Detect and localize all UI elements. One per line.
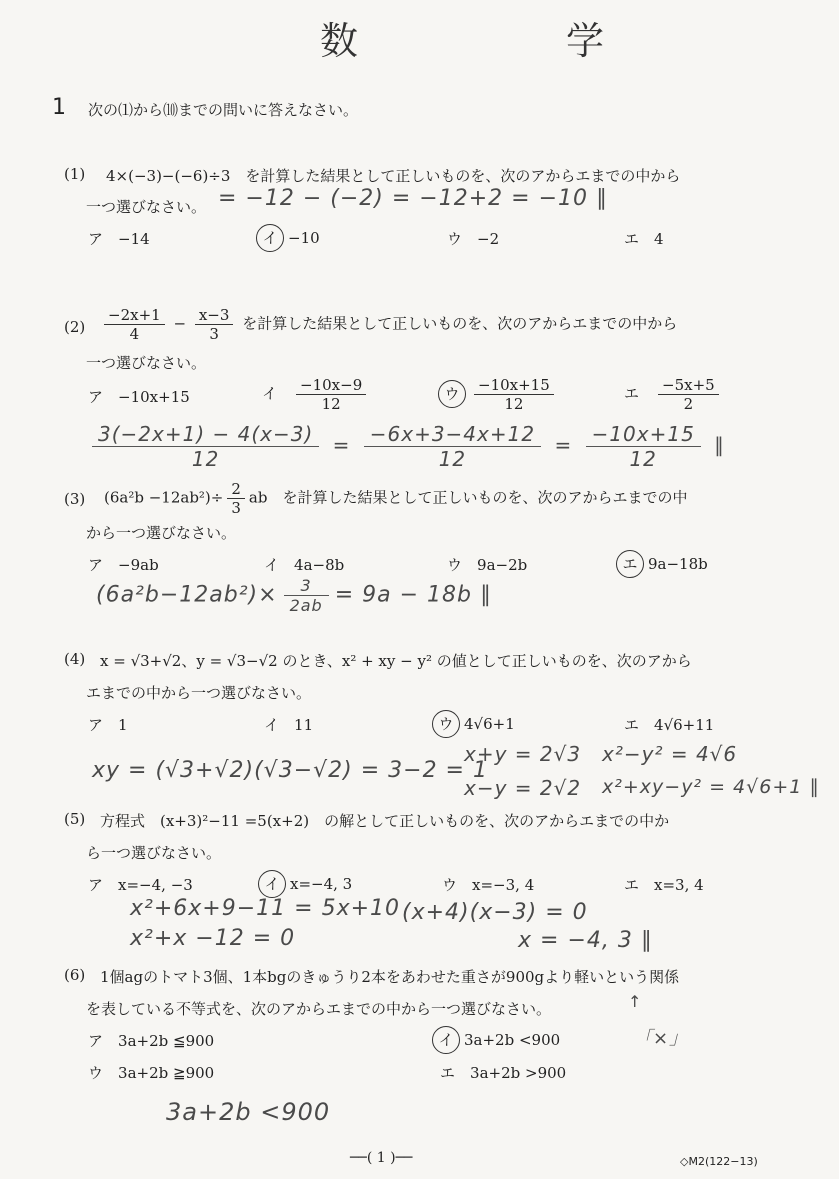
q1-option-a-text: −14 bbox=[118, 230, 150, 248]
q2-option-b-mark: イ bbox=[262, 384, 278, 403]
page-title: 数 学 bbox=[320, 19, 690, 63]
q3-option-d: エ 9a−18b bbox=[616, 550, 708, 578]
q6-handwritten-answer: 3a+2b <900 bbox=[166, 1098, 331, 1126]
q1-option-b bbox=[256, 224, 320, 252]
q2-option-d-fraction: $\frac{-5x+5}{2}$ bbox=[658, 376, 719, 413]
q1-option-d-text: 4 bbox=[654, 230, 664, 248]
q3-option-c: ウ 9a−2b bbox=[447, 556, 528, 574]
q4-handwritten-5: x²+xy−y² = 4√6+1 ∥ bbox=[602, 776, 820, 798]
q2-fraction-2: $\frac{x-3}{3}$ bbox=[195, 306, 234, 343]
q4-line1: x = √3+√2、y = √3−√2 のとき、x² + xy − y² の値として正しいものを、次のアから bbox=[100, 652, 692, 670]
q3-option-b: イ 4a−8b bbox=[264, 556, 345, 574]
q2-option-b bbox=[262, 376, 370, 413]
q6-option-a: ア 3a+2b ≦900 bbox=[88, 1032, 215, 1050]
q4-handwritten-4: x²−y² = 4√6 bbox=[602, 742, 738, 766]
q2-option-d bbox=[624, 376, 723, 413]
q4-label: (4) bbox=[64, 650, 86, 668]
q2-expression bbox=[100, 306, 677, 343]
q4-line2: エまでの中から一つ選びなさい。 bbox=[86, 684, 312, 702]
q2-line2: 一つ選びなさい。 bbox=[86, 354, 207, 372]
q2-label: (2) bbox=[64, 318, 86, 336]
q6-option-d: エ 3a+2b >900 bbox=[440, 1064, 567, 1082]
q1-label: (1) bbox=[64, 165, 86, 183]
q6-handwritten-note: 「×」 bbox=[634, 1028, 689, 1049]
q3-line2: から一つ選びなさい。 bbox=[86, 524, 237, 542]
q4-option-b: イ 11 bbox=[264, 716, 314, 734]
q1-option-c bbox=[447, 228, 499, 249]
q1-line1: 4×(−3)−(−6)÷3 を計算した結果として正しいものを、次のアからエまでの中から bbox=[106, 167, 681, 185]
q4-option-c: ウ 4√6+1 bbox=[432, 710, 515, 738]
q5-option-a: ア x=−4, −3 bbox=[88, 876, 193, 894]
section-instruction: 次の⑴から⑽までの問いに答えなさい。 bbox=[88, 101, 359, 119]
q1-option-a-mark: ア bbox=[88, 230, 104, 248]
section-number: 1 bbox=[52, 95, 66, 120]
q2-minus: − bbox=[173, 314, 187, 333]
q2-option-c-fraction: $\frac{-10x+15}{12}$ bbox=[474, 376, 554, 413]
q6-label: (6) bbox=[64, 966, 86, 984]
q4-handwritten-1: xy = (√3+√2)(√3−√2) = 3−2 = 1 bbox=[92, 758, 488, 783]
q5-handwritten-4: x = −4, 3 ∥ bbox=[518, 928, 653, 953]
q5-handwritten-1: x²+6x+9−11 = 5x+10 bbox=[130, 896, 401, 921]
q1-option-b-mark: イ bbox=[256, 224, 284, 252]
q2-option-a-text: −10x+15 bbox=[118, 388, 190, 406]
q5-line1: 方程式 (x+3)²−11 =5(x+2) の解として正しいものを、次のアからエまでの中か bbox=[100, 812, 670, 830]
q1-option-d bbox=[624, 228, 664, 249]
q4-handwritten-3: x−y = 2√2 bbox=[464, 776, 582, 800]
q2-option-c-mark: ウ bbox=[438, 380, 466, 408]
q3-option-a: ア −9ab bbox=[88, 556, 159, 574]
document-code: ◇M2(122−13) bbox=[680, 1155, 758, 1168]
q1-option-d-mark: エ bbox=[624, 230, 640, 248]
q2-fraction-1: $\frac{-2x+1}{4}$ bbox=[104, 306, 165, 343]
q1-line2: 一つ選びなさい。 bbox=[86, 198, 207, 216]
q5-handwritten-2: x²+x −12 = 0 bbox=[130, 926, 296, 951]
q2-option-d-mark: エ bbox=[624, 384, 640, 403]
q2-option-c bbox=[438, 376, 558, 413]
q3-expression: (6a²b −12ab²)÷ $\frac{2}{3}$ ab を計算した結果として正しいものを、次のアからエまでの中 bbox=[104, 480, 688, 517]
q2-rest: を計算した結果として正しいものを、次のアからエまでの中から bbox=[242, 314, 678, 333]
q3-handwritten: (6a²b−12ab²)× $\frac{3}{2ab}$ = 9a − 18b ∥ bbox=[96, 576, 492, 615]
q6-option-c: ウ 3a+2b ≧900 bbox=[88, 1064, 215, 1082]
q5-line2: ら一つ選びなさい。 bbox=[86, 844, 222, 862]
q6-line2: を表している不等式を、次のアからエまでの中から一つ選びなさい。 bbox=[86, 1000, 552, 1018]
q1-option-b-text: −10 bbox=[288, 229, 320, 247]
q5-label: (5) bbox=[64, 810, 86, 828]
q5-option-b: イ x=−4, 3 bbox=[258, 870, 352, 898]
q4-handwritten-2: x+y = 2√3 bbox=[464, 742, 582, 766]
q5-option-d: エ x=3, 4 bbox=[624, 876, 704, 894]
q1-option-c-text: −2 bbox=[477, 230, 500, 248]
q2-option-a bbox=[88, 386, 190, 407]
q5-option-c: ウ x=−3, 4 bbox=[442, 876, 535, 894]
q1-option-c-mark: ウ bbox=[447, 230, 463, 248]
q2-handwritten: $\frac{3(-2x+1) - 4(x-3)}{12}$ = $\frac{-6x+3-4x+12}{12}$ = $\frac{-10x+15}{12}$ ∥ bbox=[86, 422, 725, 471]
q6-handwritten-arrow: ↑ bbox=[628, 992, 643, 1011]
q6-option-b: イ 3a+2b <900 bbox=[432, 1026, 560, 1054]
q2-option-a-mark: ア bbox=[88, 388, 104, 406]
page-number: ──( 1 )── bbox=[350, 1150, 413, 1166]
q1-handwritten: = −12 − (−2) = −12+2 = −10 ∥ bbox=[218, 186, 608, 211]
q4-option-a: ア 1 bbox=[88, 716, 128, 734]
q4-option-d: エ 4√6+11 bbox=[624, 716, 715, 734]
q6-line1: 1個agのトマト3個、1本bgのきゅうり2本をあわせた重さが900gより軽いという関係 bbox=[100, 968, 680, 986]
q1-option-a bbox=[88, 228, 150, 249]
q2-option-b-fraction: $\frac{-10x-9}{12}$ bbox=[296, 376, 366, 413]
q5-handwritten-3: (x+4)(x−3) = 0 bbox=[402, 900, 588, 925]
q3-label: (3) bbox=[64, 490, 86, 508]
